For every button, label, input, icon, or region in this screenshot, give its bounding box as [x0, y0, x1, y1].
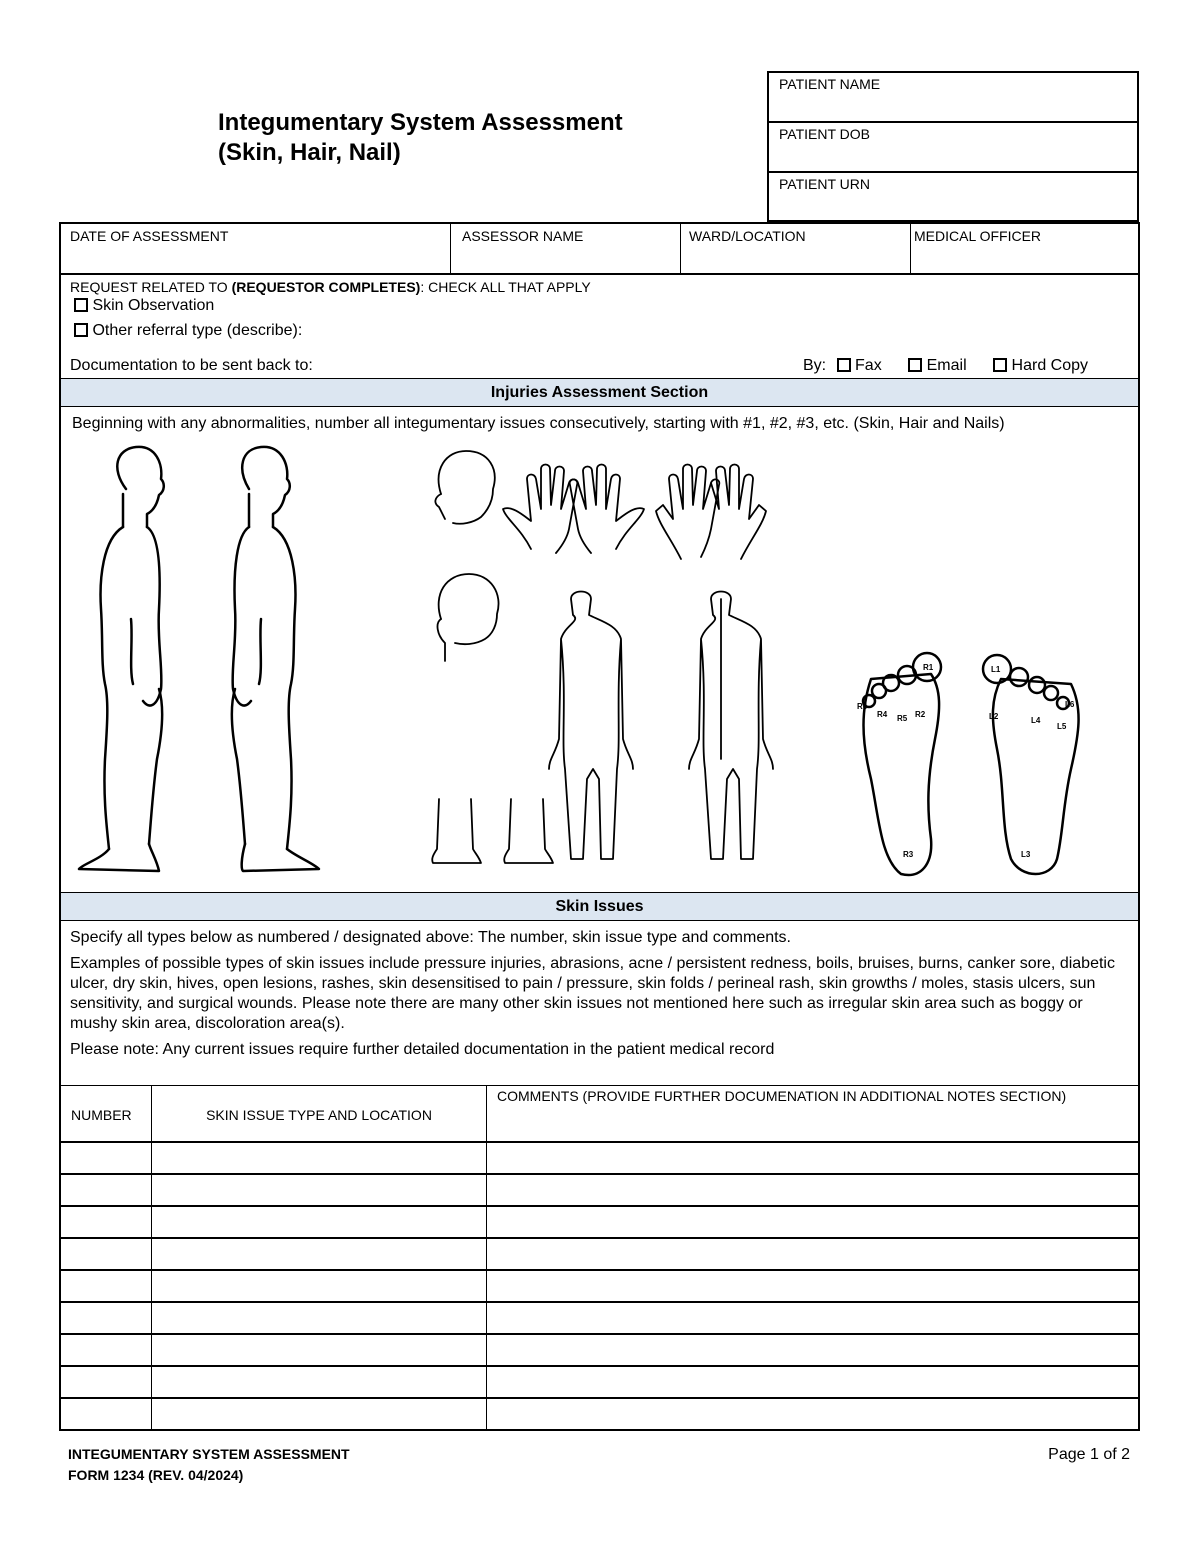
hands-drawing[interactable] — [503, 465, 766, 560]
patient-details-box — [767, 71, 1139, 222]
head-profile-top[interactable] — [435, 451, 494, 524]
form-title-line1: Integumentary System Assessment — [218, 109, 623, 136]
patient-dob-label: PATIENT DOB — [779, 126, 871, 142]
hard-copy-checkbox[interactable] — [993, 358, 1007, 372]
other-referral-checkbox[interactable] — [74, 323, 88, 337]
foot-label-r2: R2 — [915, 710, 926, 719]
email-checkbox[interactable] — [908, 358, 922, 372]
table-row-divider — [61, 1301, 1138, 1303]
request-heading-bold: (REQUESTOR COMPLETES) — [231, 279, 421, 295]
skin-issues-para3: Please note: Any current issues require further detailed documentation in the patient medical record — [70, 1041, 775, 1058]
foot-label-l1: L1 — [991, 665, 1001, 674]
divider — [910, 224, 911, 274]
form-frame — [59, 222, 1140, 1431]
divider — [450, 224, 451, 274]
ward-location-field[interactable]: WARD/LOCATION — [689, 228, 806, 244]
skin-observation-option[interactable] — [74, 296, 214, 316]
right-foot-sole[interactable] — [863, 653, 941, 875]
other-referral-option[interactable] — [74, 321, 302, 341]
column-divider — [151, 1085, 152, 1430]
table-row-divider — [61, 1397, 1138, 1399]
fax-checkbox[interactable] — [837, 358, 851, 372]
other-referral-label: Other referral type (describe): — [92, 322, 303, 339]
foot-label-l3: L3 — [1021, 850, 1031, 859]
patient-dob-field[interactable] — [769, 123, 1137, 173]
send-method-group — [803, 356, 1088, 376]
foot-label-r1: R1 — [923, 663, 934, 672]
patient-name-field[interactable] — [769, 73, 1137, 123]
divider — [61, 1085, 1138, 1086]
date-of-assessment-field[interactable]: DATE OF ASSESSMENT — [70, 228, 229, 244]
form-title — [218, 108, 623, 168]
footer-page-number: Page 1 of 2 — [1048, 1446, 1130, 1463]
body-diagram[interactable] — [61, 439, 1138, 891]
skin-observation-checkbox[interactable] — [74, 298, 88, 312]
foot-label-r4: R4 — [877, 710, 888, 719]
foot-label-l4: L4 — [1031, 716, 1041, 725]
divider — [61, 406, 1138, 407]
column-divider — [486, 1085, 487, 1430]
table-row-divider — [61, 1173, 1138, 1175]
table-row-divider — [61, 1365, 1138, 1367]
documentation-label: Documentation to be sent back to: — [70, 357, 313, 374]
patient-urn-label: PATIENT URN — [779, 176, 871, 192]
feet-bottom-drawing[interactable] — [432, 799, 553, 863]
left-foot-sole[interactable] — [983, 655, 1079, 874]
skin-observation-label: Skin Observation — [92, 297, 215, 314]
back-body-figure[interactable] — [689, 592, 773, 860]
side-view-figure-left[interactable] — [79, 447, 164, 871]
table-row-divider — [61, 1333, 1138, 1335]
request-heading — [70, 279, 591, 295]
foot-label-r3: R3 — [903, 850, 914, 859]
table-row-divider — [61, 1141, 1138, 1143]
column-header-type: SKIN ISSUE TYPE AND LOCATION — [206, 1107, 432, 1123]
form-title-line2: (Skin, Hair, Nail) — [218, 139, 401, 166]
front-body-figure[interactable] — [549, 592, 633, 860]
divider — [61, 920, 1138, 921]
table-row-divider — [61, 1269, 1138, 1271]
hard-copy-label: Hard Copy — [1011, 357, 1089, 374]
side-view-figure-right[interactable] — [232, 447, 319, 871]
patient-urn-field[interactable] — [769, 173, 1137, 223]
skin-issues-para2: Examples of possible types of skin issues include pressure injuries, abrasions, acne / persistent redness, boils, bruises, burns, canker sore, diabetic ulcer, dry skin, hives, open lesions, rashes, skin desensitised to pain / pressure, skin folds / perineal rash, skin growths / moles, stasis ulcers, sun sensitivity, and surgical wounds. Please note there are many other skin issues not mentioned here such as irregular skin area such as boggy or mushy skin area, discoloration area(s). — [70, 955, 1115, 1032]
foot-label-l2: L2 — [989, 712, 999, 721]
footer-form-number: FORM 1234 (REV. 04/2024) — [68, 1467, 244, 1483]
request-heading-post: : CHECK ALL THAT APPLY — [420, 279, 591, 295]
email-label: Email — [926, 357, 967, 374]
foot-label-l5: L5 — [1057, 722, 1067, 731]
skin-issues-para1: Specify all types below as numbered / designated above: The number, skin issue type and comments. — [70, 929, 791, 946]
table-row-divider — [61, 1205, 1138, 1207]
footer-form-name: INTEGUMENTARY SYSTEM ASSESSMENT — [68, 1446, 350, 1462]
divider — [680, 224, 681, 274]
column-header-comments: COMMENTS (PROVIDE FURTHER DOCUMENATION IN ADDITIONAL NOTES SECTION) — [497, 1088, 1067, 1104]
foot-label-r6: R6 — [857, 702, 868, 711]
foot-label-l6: L6 — [1065, 700, 1075, 709]
skin-issues-section-header: Skin Issues — [61, 893, 1138, 920]
foot-label-r5: R5 — [897, 714, 908, 723]
medical-officer-field[interactable]: MEDICAL OFFICER — [914, 228, 1042, 244]
assessor-name-field[interactable]: ASSESSOR NAME — [462, 228, 584, 244]
column-header-number: NUMBER — [71, 1107, 132, 1123]
fax-label: Fax — [855, 357, 882, 374]
table-row-divider — [61, 1237, 1138, 1239]
injuries-section-header: Injuries Assessment Section — [61, 379, 1138, 406]
by-label: By: — [803, 357, 827, 374]
injuries-instruction: Beginning with any abnormalities, number all integumentary issues consecutively, starting with #1, #2, #3, etc. (Skin, Hair and Nails) — [72, 415, 1005, 432]
patient-name-label: PATIENT NAME — [779, 76, 881, 92]
head-profile-bottom[interactable] — [438, 574, 499, 661]
request-heading-pre: REQUEST RELATED TO — [70, 279, 232, 295]
divider — [61, 273, 1138, 275]
